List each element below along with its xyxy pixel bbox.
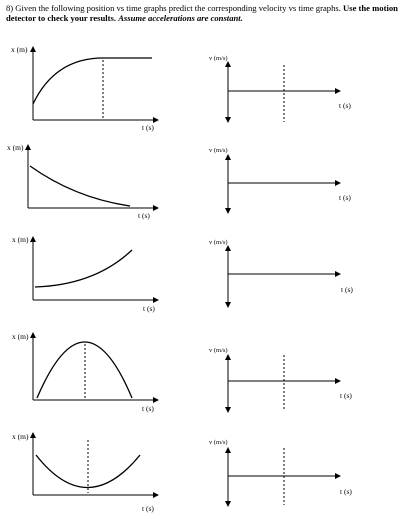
position-curve-2 (30, 166, 130, 206)
t-axis-label-2: t (s) (138, 211, 150, 220)
position-graph-3 (12, 235, 158, 313)
position-graph-1 (11, 45, 158, 132)
velocity-graph-5 (209, 439, 352, 506)
v-axis-label-3: v (m/s) (209, 239, 228, 246)
v-axis-label-2: v (m/s) (209, 147, 228, 154)
x-axis-label-2: x (m) (7, 143, 24, 152)
t-axis-label-5: t (s) (142, 504, 154, 513)
position-curve-5 (36, 455, 140, 488)
position-graph-2 (7, 143, 158, 220)
question-prompt: 8) Given the following position vs time graphs predict the corresponding velocity vs time graphs. (6, 3, 344, 13)
t-axis-label-1v: t (s) (339, 101, 351, 110)
question-instruction: Use the motion detector to check your results. (6, 3, 398, 24)
position-graph-4 (12, 332, 158, 413)
position-curve-1 (33, 58, 152, 104)
x-axis-label-4: x (m) (12, 332, 29, 341)
x-axis-label-1: x (m) (11, 45, 28, 54)
position-curve-3 (35, 250, 132, 287)
v-axis-label-5: v (m/s) (209, 439, 228, 446)
t-axis-label-1: t (s) (142, 123, 154, 132)
question-assumption: Assume accelerations are constant. (118, 13, 243, 24)
position-graph-5 (12, 432, 158, 513)
v-axis-label-4: v (m/s) (209, 347, 228, 354)
x-axis-label-5: x (m) (12, 432, 29, 441)
t-axis-label-2v: t (s) (339, 193, 351, 202)
t-axis-label-4v: t (s) (340, 391, 352, 400)
v-axis-label-1: v (m/s) (209, 55, 228, 62)
velocity-graph-1 (209, 55, 351, 122)
t-axis-label-4: t (s) (142, 404, 154, 413)
t-axis-label-3: t (s) (143, 304, 155, 313)
t-axis-label-3v: t (s) (341, 285, 353, 294)
t-axis-label-5v: t (s) (340, 487, 352, 496)
x-axis-label-3: x (m) (12, 235, 29, 244)
velocity-graph-3 (209, 239, 353, 307)
velocity-graph-2 (209, 147, 351, 213)
velocity-graph-4 (209, 347, 352, 412)
